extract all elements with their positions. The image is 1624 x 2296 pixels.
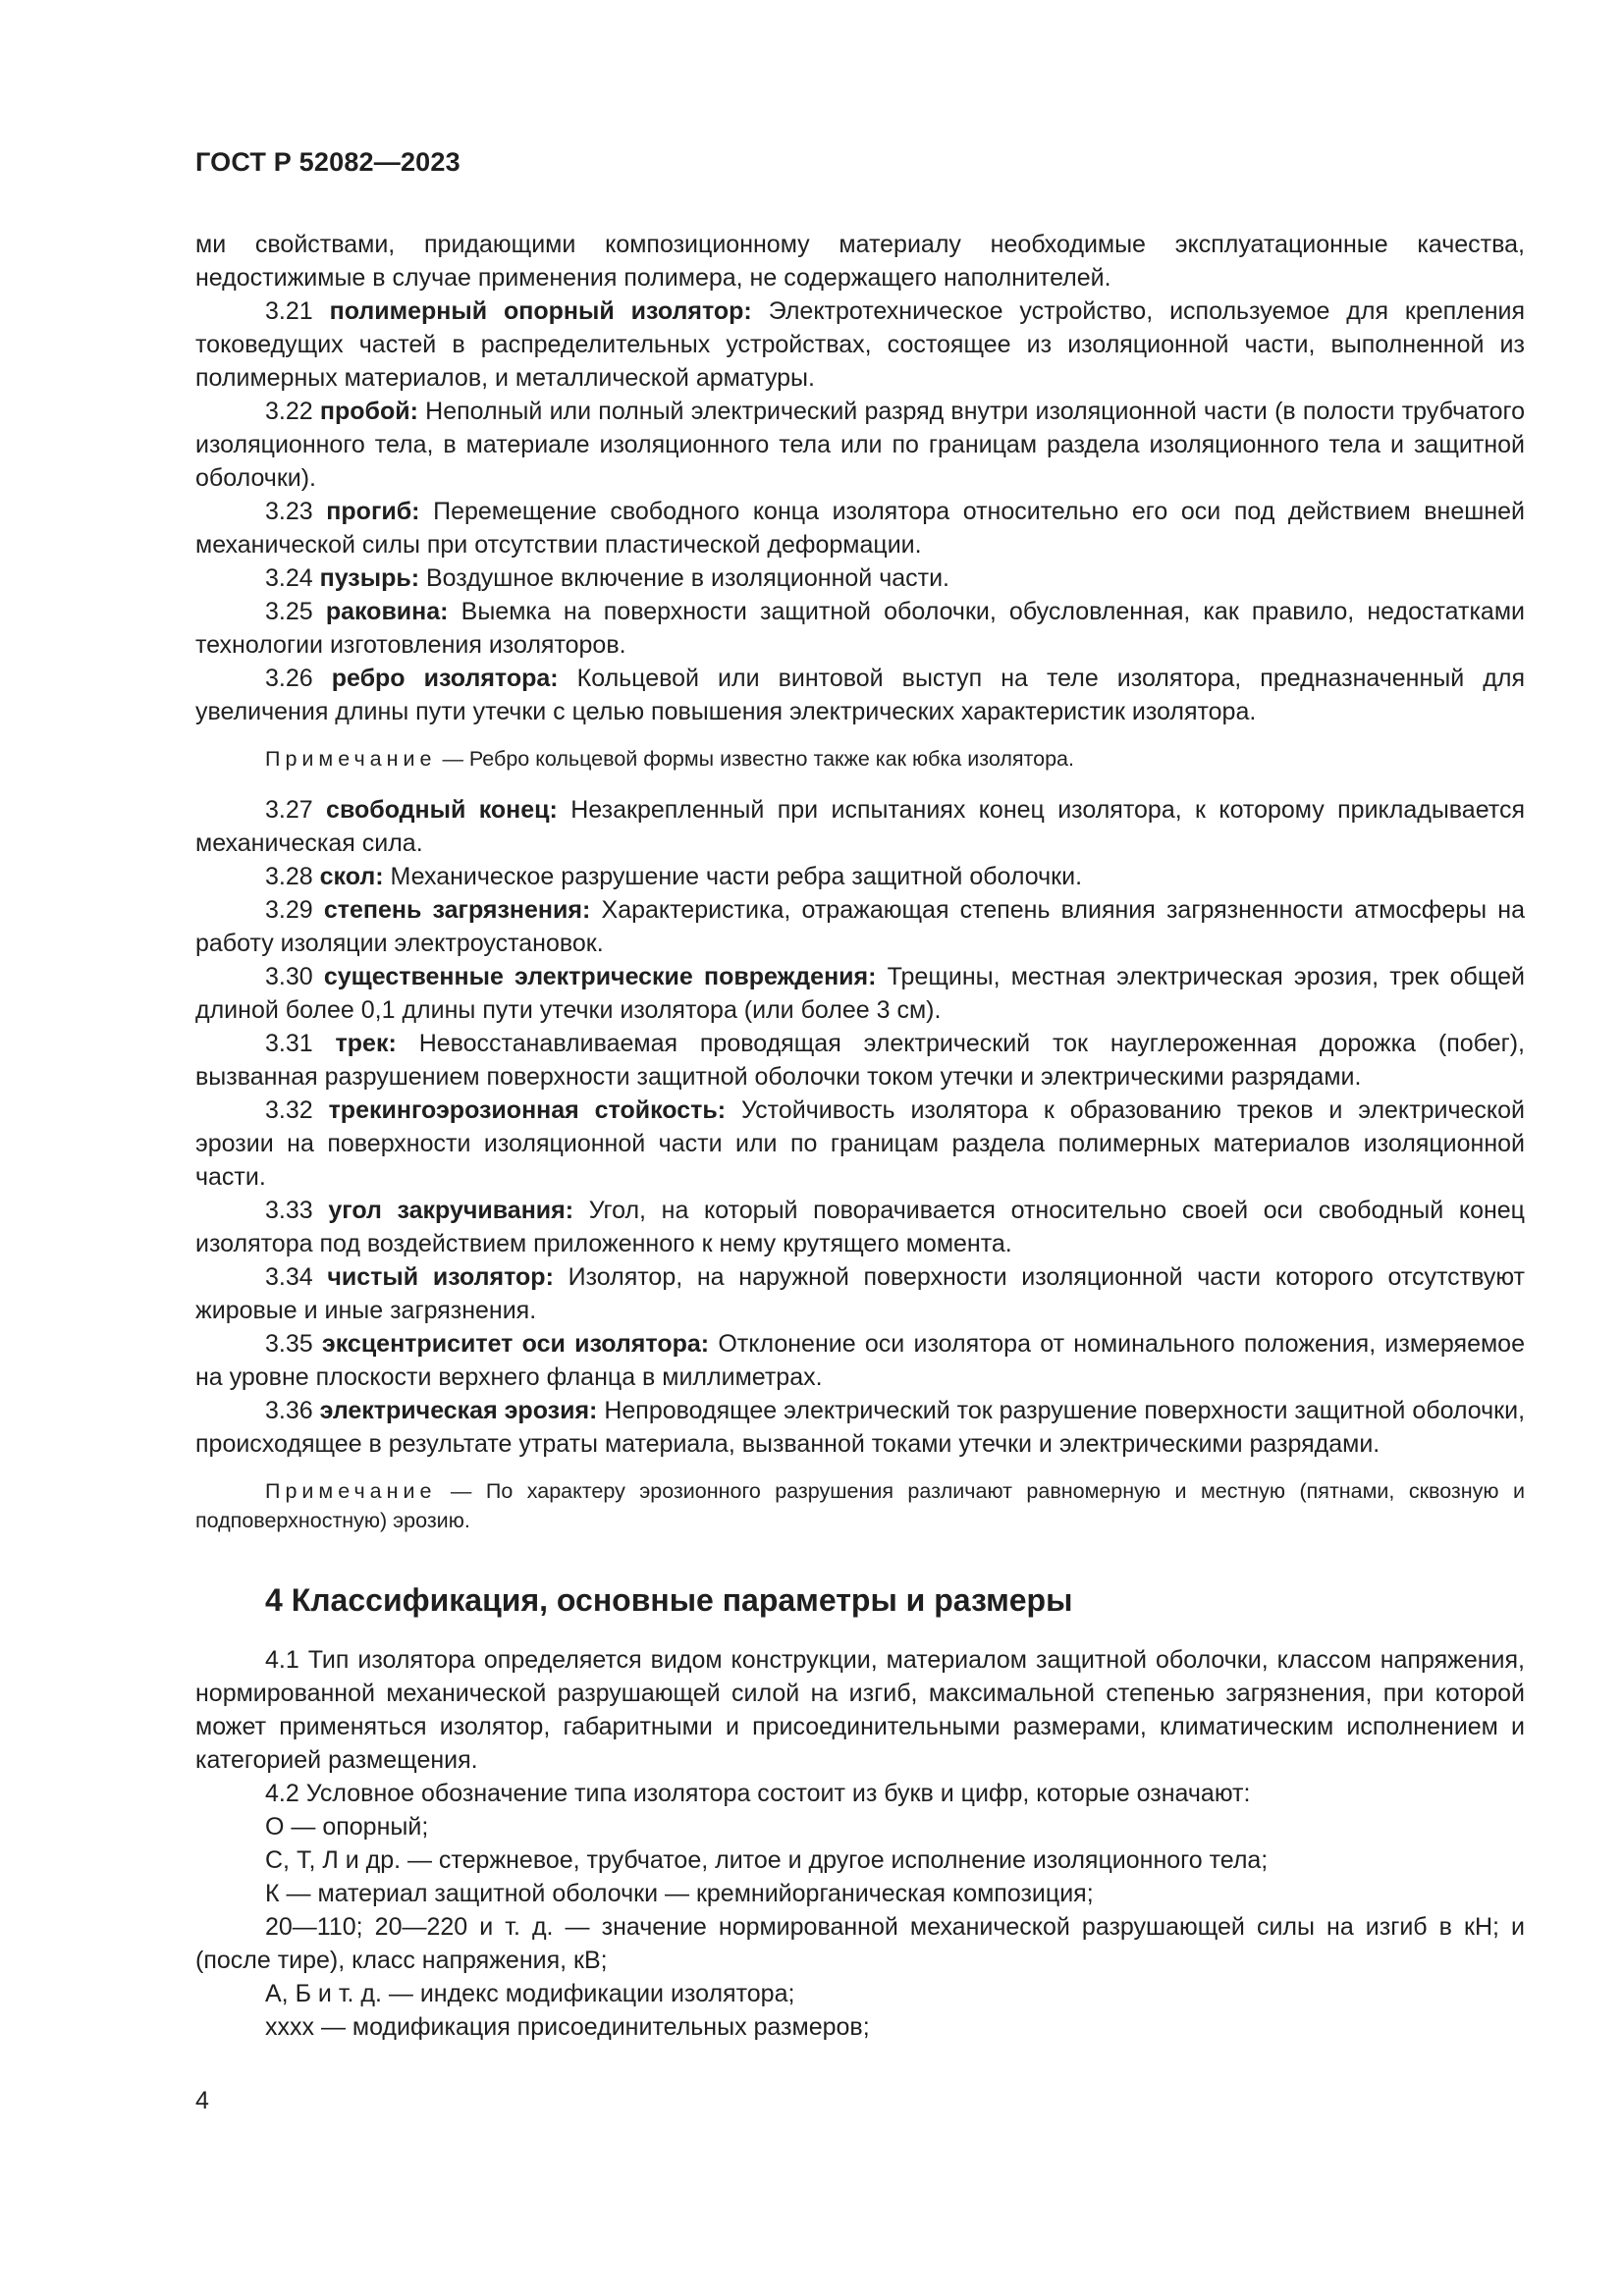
section-4-title: 4 Классификация, основные параметры и размеры — [265, 1582, 1073, 1618]
term-3-25: 3.25 раковина: Выемка на поверхности защитной оболочки, обусловленная, как правило, недостатками технологии изготовления изоляторов. — [195, 598, 1525, 659]
document-header: ГОСТ Р 52082—2023 — [195, 147, 460, 177]
designation-item: К — материал защитной оболочки — кремнийорганическая композиция; — [265, 1880, 1094, 1907]
term-3-34: 3.34 чистый изолятор: Изолятор, на наружной поверхности изоляционной части которого отсутствуют жировые и иные загрязнения. — [195, 1263, 1525, 1324]
continuation-paragraph: ми свойствами, придающими композиционному материалу необходимые эксплуатационные качества, недостижимые в случае применения полимера, не содержащего наполнителей. — [195, 231, 1525, 292]
term-3-27: 3.27 свободный конец: Незакрепленный при испытаниях конец изолятора, к которому прикладывается механическая сила. — [195, 796, 1525, 857]
term-3-22: 3.22 пробой: Неполный или полный электрический разряд внутри изоляционной части (в полости трубчатого изоляционного тела, в материале изоляционного тела или по границам раздела изоляционного тела и защитной оболочки). — [195, 398, 1525, 492]
term-3-24: 3.24 пузырь: Воздушное включение в изоляционной части. — [265, 564, 950, 592]
designation-item: О — опорный; — [265, 1813, 429, 1841]
document-body — [195, 228, 1525, 2044]
designation-item: 20—110; 20—220 и т. д. — значение нормированной механической разрушающей силы на изгиб в кН; и (после тире), класс напряжения, кВ; — [195, 1913, 1525, 1974]
section-4-paragraph: 4.2 Условное обозначение типа изолятора состоит из букв и цифр, которые означают: — [265, 1780, 1251, 1807]
term-3-28: 3.28 скол: Механическое разрушение части ребра защитной оболочки. — [265, 863, 1083, 890]
term-3-32: 3.32 трекингоэрозионная стойкость: Устойчивость изолятора к образованию треков и электрической эрозии на поверхности изоляционной части или по границам раздела полимерных материалов изоляционной части. — [195, 1096, 1525, 1191]
page-number: 4 — [195, 2087, 209, 2114]
term-3-36: 3.36 электрическая эрозия: Непроводящее электрический ток разрушение поверхности защитной оболочки, происходящее в результате утраты материала, вызванной токами утечки и электрическими разрядами. — [195, 1397, 1526, 1458]
term-3-26: 3.26 ребро изолятора: Кольцевой или винтовой выступ на теле изолятора, предназначенный для увеличения длины пути утечки с целью повышения электрических характеристик изолятора. — [195, 665, 1525, 725]
designation-item: А, Б и т. д. — индекс модификации изолятора; — [265, 1980, 795, 2007]
designation-item: С, Т, Л и др. — стержневое, трубчатое, литое и другое исполнение изоляционного тела; — [265, 1846, 1269, 1874]
term-3-35: 3.35 эксцентриситет оси изолятора: Отклонение оси изолятора от номинального положения, измеряемое на уровне плоскости верхнего фланца в миллиметрах. — [195, 1330, 1525, 1391]
term-3-33: 3.33 угол закручивания: Угол, на который поворачивается относительно своей оси свободный конец изолятора под воздействием приложенного к нему крутящего момента. — [195, 1197, 1526, 1257]
note-2: Примечание — По характеру эрозионного разрушения различают равномерную и местную (пятнами, сквозную и подповерхностную) эрозию. — [195, 1479, 1525, 1532]
term-3-30: 3.30 существенные электрические повреждения: Трещины, местная электрическая эрозия, трек общей длиной более 0,1 длины пути утечки изолятора (или более 3 см). — [195, 963, 1526, 1024]
designation-item: хххх — модификация присоединительных размеров; — [265, 2013, 870, 2041]
term-3-31: 3.31 трек: Невосстанавливаемая проводящая электрический ток науглероженная дорожка (побег), вызванная разрушением поверхности защитной оболочки током утечки и электрическими разрядами. — [195, 1030, 1526, 1091]
term-3-23: 3.23 прогиб: Перемещение свободного конца изолятора относительно его оси под действием внешней механической силы при отсутствии пластической деформации. — [195, 498, 1525, 559]
term-3-29: 3.29 степень загрязнения: Характеристика, отражающая степень влияния загрязненности атмосферы на работу изоляции электроустановок. — [195, 896, 1526, 957]
note-1: Примечание — Ребро кольцевой формы известно также как юбка изолятора. — [265, 747, 1074, 771]
term-3-21: 3.21 полимерный опорный изолятор: Электротехническое устройство, используемое для крепления токоведущих частей в распределительных устройствах, состоящее из изоляционной части, выполненной из полимерных материалов, и металлической арматуры. — [195, 297, 1525, 392]
section-4-paragraph: 4.1 Тип изолятора определяется видом конструкции, материалом защитной оболочки, классом напряжения, нормированной механической разрушающей силой на изгиб, максимальной степенью загрязнения, при которой может применяться изолятор, габаритными и присоединительными размерами, климатическим исполнением и категорией размещения. — [195, 1646, 1525, 1774]
